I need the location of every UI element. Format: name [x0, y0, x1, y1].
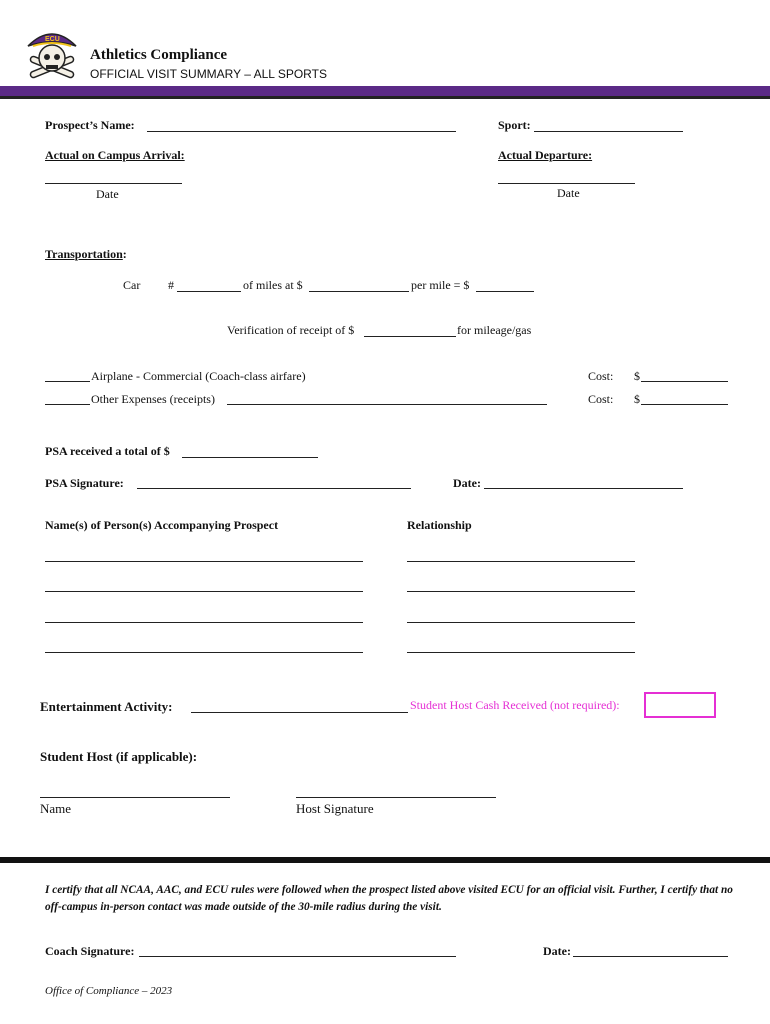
airplane-cost-label: Cost:: [588, 369, 614, 383]
other-cost-line[interactable]: [641, 404, 728, 405]
transportation-label: Transportation: [45, 247, 123, 261]
host-signature-line[interactable]: [296, 797, 496, 798]
person-name-line-3[interactable]: [45, 622, 363, 623]
airplane-label: Airplane - Commercial (Coach-class airfare): [91, 369, 306, 383]
transportation-heading: [45, 247, 127, 262]
per-mile-label: per mile = $: [411, 278, 470, 292]
verification-label-a: Verification of receipt of $: [227, 323, 355, 337]
psa-signature-line[interactable]: [137, 488, 411, 489]
footer-text: Office of Compliance – 2023: [45, 985, 173, 997]
relationship-line-4[interactable]: [407, 652, 635, 653]
coach-signature-label: Coach Signature:: [45, 944, 135, 958]
ecu-pirate-logo: [25, 26, 79, 82]
header-bar-shadow: [0, 96, 770, 99]
host-name-line[interactable]: [40, 797, 230, 798]
psa-total-line[interactable]: [182, 457, 318, 458]
prospect-name-line[interactable]: [147, 131, 456, 132]
other-cost-label: Cost:: [588, 392, 614, 406]
psa-date-label: Date:: [453, 476, 481, 490]
miles-count-line[interactable]: [177, 291, 241, 292]
miles-label: of miles at $: [243, 278, 303, 292]
rate-line[interactable]: [309, 291, 409, 292]
person-name-line-2[interactable]: [45, 591, 363, 592]
entertainment-label: Entertainment Activity:: [40, 699, 173, 714]
entertainment-line[interactable]: [191, 712, 408, 713]
prospect-name-label: Prospect’s Name:: [45, 118, 135, 132]
student-host-heading: Student Host (if applicable):: [40, 749, 198, 764]
coach-date-label: Date:: [543, 944, 571, 958]
departure-label: Actual Departure:: [498, 148, 593, 162]
airplane-check-line[interactable]: [45, 381, 90, 382]
departure-date-line[interactable]: [498, 183, 635, 184]
other-dollar-sign: $: [634, 392, 640, 406]
person-name-line-1[interactable]: [45, 561, 363, 562]
other-expenses-line[interactable]: [227, 404, 547, 405]
verification-label-b: for mileage/gas: [457, 323, 532, 337]
hash-label: #: [168, 278, 174, 292]
mileage-total-line[interactable]: [476, 291, 534, 292]
certify-line-1: I certify that all NCAA, AAC, and ECU rules were followed when the prospect listed above visited ECU for an official visit. Further, I certify that no: [45, 884, 733, 896]
coach-signature-line[interactable]: [139, 956, 456, 957]
car-label: Car: [123, 278, 141, 292]
relationship-heading: Relationship: [407, 518, 472, 532]
host-signature-caption: Host Signature: [296, 801, 374, 816]
person-name-line-4[interactable]: [45, 652, 363, 653]
arrival-date-line[interactable]: [45, 183, 182, 184]
other-check-line[interactable]: [45, 404, 90, 405]
svg-text:ECU: ECU: [45, 36, 60, 43]
relationship-line-3[interactable]: [407, 622, 635, 623]
airplane-dollar-sign: $: [634, 369, 640, 383]
header-subtitle: OFFICIAL VISIT SUMMARY – ALL SPORTS: [90, 67, 327, 81]
accompanying-names-heading: Name(s) of Person(s) Accompanying Prospect: [45, 518, 279, 532]
certify-line-2: off-campus in-person contact was made outside of the 30-mile radius during the visit.: [45, 901, 442, 913]
host-cash-input[interactable]: [644, 692, 716, 718]
psa-signature-label: PSA Signature:: [45, 476, 124, 490]
airplane-cost-line[interactable]: [641, 381, 728, 382]
arrival-label: Actual on Campus Arrival:: [45, 148, 185, 162]
host-cash-label: Student Host Cash Received (not required):: [410, 698, 620, 712]
host-name-caption: Name: [40, 801, 72, 816]
verification-amount-line[interactable]: [364, 336, 456, 337]
section-divider: [0, 857, 770, 863]
header-title: Athletics Compliance: [90, 47, 228, 63]
relationship-line-1[interactable]: [407, 561, 635, 562]
psa-total-label: PSA received a total of $: [45, 444, 170, 458]
sport-label: Sport:: [498, 118, 531, 132]
psa-date-line[interactable]: [484, 488, 683, 489]
header-bar: [0, 86, 770, 96]
other-expenses-label: Other Expenses (receipts): [91, 392, 215, 406]
sport-line[interactable]: [534, 131, 683, 132]
arrival-date-caption: Date: [96, 187, 119, 201]
coach-date-line[interactable]: [573, 956, 728, 957]
relationship-line-2[interactable]: [407, 591, 635, 592]
transportation-colon: :: [122, 247, 127, 261]
departure-date-caption: Date: [557, 186, 580, 200]
